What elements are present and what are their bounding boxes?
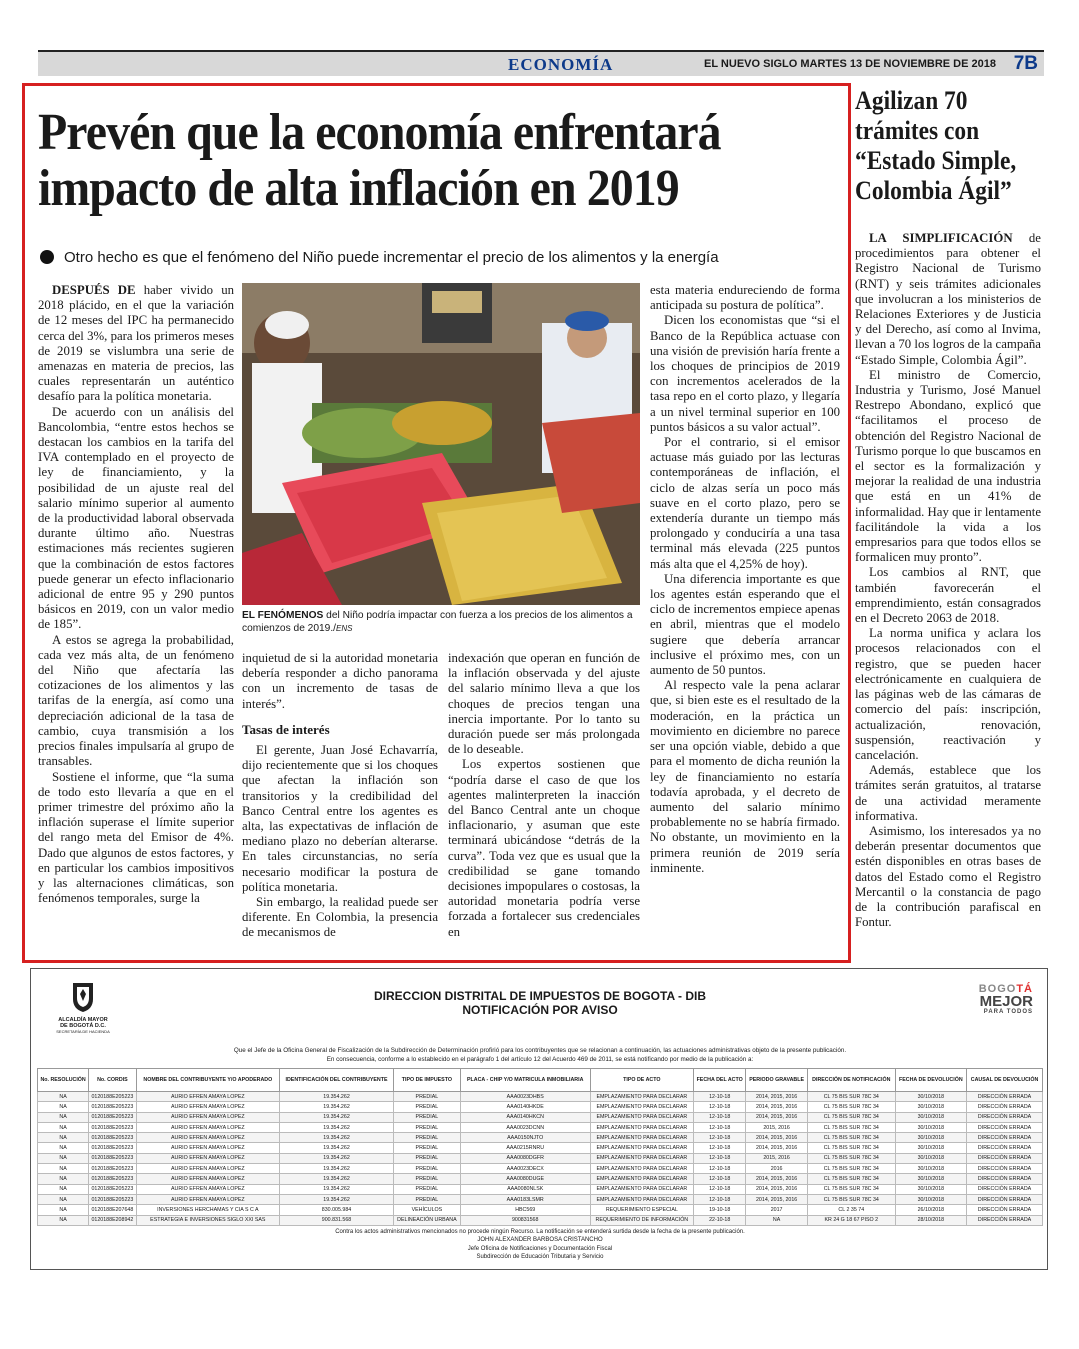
table-cell: 19.354.262 — [280, 1164, 394, 1174]
article-column-1 — [38, 283, 234, 906]
table-cell: 12-10-18 — [694, 1112, 746, 1122]
table-cell: 30/10/2018 — [895, 1102, 966, 1112]
table-cell: PREDIAL — [393, 1184, 460, 1194]
table-cell: AAA0080DUGE — [460, 1174, 590, 1184]
table-cell: VEHÍCULOS — [393, 1205, 460, 1215]
table-cell: HBC569 — [460, 1205, 590, 1215]
table-cell: DIRECCIÓN ERRADA — [967, 1143, 1043, 1153]
table-cell: CL 75 BIS SUR 78C 34 — [807, 1112, 895, 1122]
table-cell: AURIO EFREN AMAYA LOPEZ — [136, 1153, 280, 1163]
table-cell: 2015, 2016 — [746, 1122, 808, 1132]
table-cell: 26/10/2018 — [895, 1205, 966, 1215]
table-cell: DIRECCIÓN ERRADA — [967, 1122, 1043, 1132]
sidebar-headline: Agilizan 70 trámites con “Estado Simple, Colombia Ágil” — [855, 86, 1017, 205]
article-column-3 — [448, 651, 640, 940]
table-cell: 19.354.262 — [280, 1174, 394, 1184]
table-cell: AURIO EFREN AMAYA LOPEZ — [136, 1184, 280, 1194]
paragraph: LA SIMPLIFICACIÓN de procedimientos para obtener el Registro Nacional de Turismo (RNT) y seis trámites adicionales que involucran a los ministerios de Relaciones Exteriores y de Justicia y del Derecho, así como al Invima, llevan a 70 los logros de la campaña “Estado Simple, Colombia Ágil”. — [855, 231, 1041, 367]
table-cell: 0120188E205223 — [89, 1133, 136, 1143]
table-row — [38, 1153, 1043, 1163]
table-cell: DIRECCIÓN ERRADA — [967, 1205, 1043, 1215]
table-cell: CL 75 BIS SUR 78C 34 — [807, 1174, 895, 1184]
table-cell: AAA0023DCNN — [460, 1122, 590, 1132]
table-row — [38, 1205, 1043, 1215]
table-cell: AURIO EFREN AMAYA LOPEZ — [136, 1194, 280, 1204]
lead-in: LA SIMPLIFICACIÓN — [869, 231, 1013, 245]
table-cell: AAA0183LSMR — [460, 1194, 590, 1204]
table-cell: 30/10/2018 — [895, 1194, 966, 1204]
photo-caption — [242, 609, 640, 635]
table-cell: AURIO EFREN AMAYA LOPEZ — [136, 1133, 280, 1143]
table-cell: DIRECCIÓN ERRADA — [967, 1153, 1043, 1163]
table-cell: REQUERIMIENTO DE INFORMACIÓN — [590, 1215, 693, 1225]
table-cell: NA — [38, 1215, 89, 1225]
table-cell: NA — [38, 1143, 89, 1153]
table-cell: 12-10-18 — [694, 1133, 746, 1143]
table-cell: 0120188E205223 — [89, 1092, 136, 1102]
table-cell: AAA0080NLSK — [460, 1184, 590, 1194]
section-title: ECONOMÍA — [508, 55, 614, 74]
table-cell: EMPLAZAMIENTO PARA DECLARAR — [590, 1092, 693, 1102]
article-subhead — [40, 249, 840, 266]
table-cell: 19.354.262 — [280, 1112, 394, 1122]
paragraph: Sostiene el informe, que “la suma de todo esto llevaría a que en el primer trimestre del próximo año la inflación superase el límite superior del rango meta del Emisor de 4%. Dado que algunos de estos factores, y en particular los cambios impositivos y las alternaciones climáticas, son fenómenos temporales, surge la — [38, 769, 234, 906]
table-row — [38, 1194, 1043, 1204]
article-column-4 — [650, 283, 840, 876]
table-cell: 30/10/2018 — [895, 1122, 966, 1132]
table-row — [38, 1174, 1043, 1184]
subhead-text: Otro hecho es que el fenómeno del Niño puede incrementar el precio de los alimentos y la energía — [64, 249, 719, 266]
table-cell: 2014, 2015, 2016 — [746, 1143, 808, 1153]
table-cell: 0120188E205223 — [89, 1112, 136, 1122]
table-cell: EMPLAZAMIENTO PARA DECLARAR — [590, 1194, 693, 1204]
table-cell: 30/10/2018 — [895, 1143, 966, 1153]
table-cell: 30/10/2018 — [895, 1184, 966, 1194]
sidebar-body — [855, 231, 1041, 930]
table-row — [38, 1112, 1043, 1122]
table-cell: NA — [38, 1194, 89, 1204]
table-cell: 0120188E208942 — [89, 1215, 136, 1225]
table-cell: PREDIAL — [393, 1194, 460, 1204]
column-header: TIPO DE ACTO — [590, 1069, 693, 1092]
table-cell: 30/10/2018 — [895, 1153, 966, 1163]
table-cell: 12-10-18 — [694, 1174, 746, 1184]
table-cell: 830.005.984 — [280, 1205, 394, 1215]
market-photo — [242, 283, 640, 605]
table-cell: 19.354.262 — [280, 1153, 394, 1163]
table-cell: CL 75 BIS SUR 78C 34 — [807, 1153, 895, 1163]
bogota-mejor-logo: BOGOTÁ MEJOR PARA TODOS — [978, 983, 1033, 1015]
notice-intro: Que el Jefe de la Oficina General de Fiscalización de la Subdirección de Determinación profirió para los contribuyentes que se relacionan a continuación, las actuaciones administrativas objeto de la presente publicación. En consecuencia, conforme a lo establecido en el parágrafo 1 del artículo 12 del Acuerdo 469 de 2011, se está notificando por medio de la publicación a: — [233, 1047, 847, 1063]
table-cell: NA — [38, 1133, 89, 1143]
table-cell: AAA0080DGFR — [460, 1153, 590, 1163]
table-cell: EMPLAZAMIENTO PARA DECLARAR — [590, 1133, 693, 1143]
column-header: No. RESOLUCIÓN — [38, 1069, 89, 1092]
table-cell: PREDIAL — [393, 1174, 460, 1184]
table-cell: PREDIAL — [393, 1133, 460, 1143]
caption-credit: ENS — [336, 624, 353, 633]
table-cell: 0120188E205223 — [89, 1174, 136, 1184]
section-subtitle: Tasas de interés — [242, 721, 330, 737]
page-number: 7B — [1013, 53, 1038, 74]
paragraph: esta materia endureciendo de forma anticipada su postura de política”. — [650, 283, 840, 313]
table-cell: NA — [38, 1102, 89, 1112]
paragraph: El ministro de Comercio, Industria y Turismo, José Manuel Restrepo Abondano, explicó que “facilitamos el proceso de obtención del Registro Nacional de Turismo porque lo que buscamos en el sector es la formalización y mejorar la realidad de una industria que está en un 41% de informalidad. Hay que ir lentamente facilitándole la vida a los empresarios para que todos ellos se formalicen muy pronto”. — [855, 367, 1041, 565]
table-cell: NA — [38, 1184, 89, 1194]
table-cell: NA — [746, 1215, 808, 1225]
paragraph: Los cambios al RNT, que también favorecerán el emprendimiento, están consagrados en el Decreto 2063 de 2018. — [855, 565, 1041, 626]
table-cell: 2014, 2015, 2016 — [746, 1112, 808, 1122]
caption-text: del Niño podría impactar con fuerza a los precios de los alimentos a comienzos de 2019./ — [242, 610, 633, 634]
table-cell: 30/10/2018 — [895, 1164, 966, 1174]
emblem-line: DE BOGOTÁ D.C. — [60, 1023, 106, 1029]
table-cell: 2014, 2015, 2016 — [746, 1092, 808, 1102]
table-cell: DIRECCIÓN ERRADA — [967, 1112, 1043, 1122]
table-cell: AAA0140HKDE — [460, 1102, 590, 1112]
table-cell: 19.354.262 — [280, 1092, 394, 1102]
table-cell: INVERSIONES HERCHAMAS Y CIA S C A — [136, 1205, 280, 1215]
table-cell: 900.831.568 — [280, 1215, 394, 1225]
table-cell: PREDIAL — [393, 1143, 460, 1153]
table-cell: DIRECCIÓN ERRADA — [967, 1133, 1043, 1143]
caption-lead: EL FENÓMENOS — [242, 610, 324, 621]
table-cell: CL 75 BIS SUR 78C 34 — [807, 1194, 895, 1204]
table-cell: CL 75 BIS SUR 78C 34 — [807, 1102, 895, 1112]
table-cell: 2014, 2015, 2016 — [746, 1174, 808, 1184]
table-cell: 2014, 2015, 2016 — [746, 1133, 808, 1143]
table-cell: 19.354.262 — [280, 1143, 394, 1153]
table-cell: DIRECCIÓN ERRADA — [967, 1164, 1043, 1174]
table-cell: 19.354.262 — [280, 1194, 394, 1204]
table-row — [38, 1164, 1043, 1174]
table-cell: 12-10-18 — [694, 1143, 746, 1153]
table-cell: 12-10-18 — [694, 1102, 746, 1112]
table-cell: 0120188E205223 — [89, 1184, 136, 1194]
table-cell: CL 75 BIS SUR 78C 34 — [807, 1122, 895, 1132]
table-cell: NA — [38, 1122, 89, 1132]
table-cell: 22-10-18 — [694, 1215, 746, 1225]
paragraph: Dicen los economistas que “si el Banco de la República actuase con una visión de previsión haría frente a los choques de principios de 2019 con incrementos acelerados de la tasa repo en el corto plazo, y llegaría a un nivel terminal superior en 100 puntos básicos a su valor actual”. — [650, 313, 840, 434]
column-header: CAUSAL DE DEVOLUCIÓN — [967, 1069, 1043, 1092]
notice-title: DIRECCION DISTRITAL DE IMPUESTOS DE BOGOTA - DIB NOTIFICACIÓN POR AVISO — [373, 989, 706, 1017]
table-cell: NA — [38, 1164, 89, 1174]
column-header: IDENTIFICACIÓN DEL CONTRIBUYENTE — [280, 1069, 394, 1092]
table-row — [38, 1215, 1043, 1225]
paragraph: Además, establece que los trámites serán gratuitos, al tratarse de una actividad meramente informativa. — [855, 763, 1041, 823]
table-cell: AURIO EFREN AMAYA LOPEZ — [136, 1174, 280, 1184]
column-header: DIRECCIÓN DE NOTIFICACIÓN — [807, 1069, 895, 1092]
emblem-line: ALCALDÍA MAYOR — [58, 1017, 108, 1023]
table-cell: CL 75 BIS SUR 78C 34 — [807, 1143, 895, 1153]
paragraph: Asimismo, los interesados ya no deberán presentar documentos que estén disponibles en otras bases de datos del Estado como el Registro Mercantil o la constancia de pago de la contribución parafiscal en Fontur. — [855, 823, 1041, 930]
table-cell: DELINEACIÓN URBANA — [393, 1215, 460, 1225]
bullet-icon — [40, 250, 54, 264]
table-cell: 0120188E205223 — [89, 1164, 136, 1174]
table-cell: DIRECCIÓN ERRADA — [967, 1215, 1043, 1225]
table-cell: NA — [38, 1205, 89, 1215]
table-cell: REQUERIMIENTO ESPECIAL — [590, 1205, 693, 1215]
table-cell: DIRECCIÓN ERRADA — [967, 1194, 1043, 1204]
table-cell: AAA0215RNRU — [460, 1143, 590, 1153]
page-header — [38, 50, 1044, 76]
table-cell: DIRECCIÓN ERRADA — [967, 1184, 1043, 1194]
table-cell: 900831568 — [460, 1215, 590, 1225]
market-stall-image — [242, 283, 640, 605]
table-cell: 30/10/2018 — [895, 1133, 966, 1143]
table-cell: 2014, 2015, 2016 — [746, 1184, 808, 1194]
table-body — [38, 1092, 1043, 1226]
table-cell: CL 2 35 74 — [807, 1205, 895, 1215]
table-cell: NA — [38, 1174, 89, 1184]
table-header-row — [38, 1069, 1043, 1092]
table-cell: 2014, 2015, 2016 — [746, 1194, 808, 1204]
table-cell: AURIO EFREN AMAYA LOPEZ — [136, 1092, 280, 1102]
column-header: FECHA DE DEVOLUCIÓN — [895, 1069, 966, 1092]
sidebar-article — [855, 86, 1045, 930]
table-cell: 0120188E205223 — [89, 1194, 136, 1204]
table-cell: EMPLAZAMIENTO PARA DECLARAR — [590, 1153, 693, 1163]
paragraph: Sin embargo, la realidad puede ser diferente. En Colombia, la presencia de mecanismos de — [242, 895, 438, 940]
table-cell: AURIO EFREN AMAYA LOPEZ — [136, 1102, 280, 1112]
paragraph: De acuerdo con un análisis del Bancolombia, “entre estos hechos se destacan los cambios en la tarifa del IVA contemplado en el proyecto de ley de financiamiento, y la posibilidad de un ajuste real del salario mínimo superior al aumento de la productividad laboral observada durante último año. Nuestras estimaciones más recientes sugieren que la combinación de estos factores puede generar un efecto inflacionario adicional de entre 95 y 290 puntos básicos en 2019, con un valor medio de 185”. — [38, 404, 234, 632]
table-cell: 12-10-18 — [694, 1194, 746, 1204]
table-cell: 2014, 2015, 2016 — [746, 1102, 808, 1112]
paragraph: indexación que operan en función de la inflación observada y del ajuste del salario mínimo lleva a que los choques de precios tengan una inercia importante. Por lo tanto su duración puede ser más prolongada de lo deseable. — [448, 651, 640, 757]
paragraph: DESPUÉS DE haber vivido un 2018 plácido, en el que la variación de 12 meses del IPC ha permanecido cerca del 3%, para los primeros meses de 2019 se vislumbra una serie de amenazas en materia de precios, las cuales representarán un auténtico desafío para la política monetaria. — [38, 283, 234, 404]
table-cell: AAA0150NJTO — [460, 1133, 590, 1143]
table-cell: AURIO EFREN AMAYA LOPEZ — [136, 1143, 280, 1153]
table-cell: AURIO EFREN AMAYA LOPEZ — [136, 1122, 280, 1132]
table-cell: CL 75 BIS SUR 78C 34 — [807, 1184, 895, 1194]
column-header: FECHA DEL ACTO — [694, 1069, 746, 1092]
article-column-2 — [242, 651, 438, 941]
table-cell: KR 24 G 18 67 PISO 2 — [807, 1215, 895, 1225]
table-cell: 12-10-18 — [694, 1184, 746, 1194]
table-cell: EMPLAZAMIENTO PARA DECLARAR — [590, 1174, 693, 1184]
table-cell: EMPLAZAMIENTO PARA DECLARAR — [590, 1112, 693, 1122]
paragraph: Los expertos sostienen que “podría darse el caso de que los agentes malinterpreten la inacción del Banco Central ante un choque inflacionario, y asuman que este terminará ubicándose “detrás de la curva”. Toda vez que es usual que la credibilidad se gane tomando decisiones impopulares o costosas, la autoridad monetaria podría verse forzada a fortalecer sus credenciales en — [448, 757, 640, 939]
table-cell: EMPLAZAMIENTO PARA DECLARAR — [590, 1143, 693, 1153]
dateline: EL NUEVO SIGLO MARTES 13 DE NOVIEMBRE DE 2018 — [704, 58, 996, 70]
table-cell: 28/10/2018 — [895, 1215, 966, 1225]
table-cell: 19-10-18 — [694, 1205, 746, 1215]
table-cell: 0120188E205223 — [89, 1143, 136, 1153]
table-cell: AAA0140HKCN — [460, 1112, 590, 1122]
table-cell: PREDIAL — [393, 1164, 460, 1174]
paragraph: Al respecto vale la pena aclarar que, si bien este es el resultado de la moderación, en la práctica un movimiento en diciembre no parece ser una opción viable, debido a que para el momento de dicha reunión la ley de financiamiento no estaría todavía aprobada, y el decreto de aumento del salario mínimo probablemente no se habría firmado. No obstante, un movimiento en la primera reunión de 2019 sería inminente. — [650, 678, 840, 875]
table-cell: 12-10-18 — [694, 1092, 746, 1102]
table-cell: EMPLAZAMIENTO PARA DECLARAR — [590, 1122, 693, 1132]
table-cell: NA — [38, 1092, 89, 1102]
table-row — [38, 1143, 1043, 1153]
paragraph: Una diferencia importante es que los agentes están esperando que el ciclo de incrementos empiece apenas en abril, mientras que el modelo sugiere que debería arrancar inclusive el próximo mes, con un aumento de 50 puntos. — [650, 571, 840, 678]
table-cell: 19.354.262 — [280, 1184, 394, 1194]
table-cell: EMPLAZAMIENTO PARA DECLARAR — [590, 1164, 693, 1174]
table-cell: 0120188E207648 — [89, 1205, 136, 1215]
table-row — [38, 1122, 1043, 1132]
article-headline: Prevén que la economía enfrentará impacto de alta inflación en 2019 — [38, 104, 721, 217]
table-cell: 2015, 2016 — [746, 1153, 808, 1163]
table-row — [38, 1102, 1043, 1112]
table-cell: 12-10-18 — [694, 1122, 746, 1132]
table-cell: PREDIAL — [393, 1122, 460, 1132]
column-header: TIPO DE IMPUESTO — [393, 1069, 460, 1092]
table-cell: EMPLAZAMIENTO PARA DECLARAR — [590, 1184, 693, 1194]
table-cell: 2016 — [746, 1164, 808, 1174]
table-cell: CL 75 BIS SUR 78C 34 — [807, 1164, 895, 1174]
paragraph: Por el contrario, si el emisor actuase más guiado por las lecturas contemporáneas de inflación, el ciclo de alzas sería un poco más suave en el corto plazo, pero se extendería durante un tiempo más prolongado y conduciría a una tasa terminal más elevada (225 puntos más alta que el 4,25% de hoy). — [650, 435, 840, 571]
table-row — [38, 1133, 1043, 1143]
table-cell: PREDIAL — [393, 1092, 460, 1102]
emblem-line: SECRETARÍA DE HACIENDA — [56, 1029, 110, 1034]
paragraph: inquietud de si la autoridad monetaria debería responder a dicho panorama con un incremento de tasas de interés”. — [242, 651, 438, 711]
table-cell: PREDIAL — [393, 1102, 460, 1112]
table-cell: NA — [38, 1153, 89, 1163]
table-cell: EMPLAZAMIENTO PARA DECLARAR — [590, 1102, 693, 1112]
table-cell: DIRECCIÓN ERRADA — [967, 1102, 1043, 1112]
table-cell: CL 75 BIS SUR 78C 34 — [807, 1133, 895, 1143]
notification-table — [37, 1068, 1043, 1226]
table-cell: AURIO EFREN AMAYA LOPEZ — [136, 1112, 280, 1122]
table-cell: 2017 — [746, 1205, 808, 1215]
column-header: PERIODO GRAVABLE — [746, 1069, 808, 1092]
lead-in: DESPUÉS DE — [52, 283, 136, 297]
table-cell: 12-10-18 — [694, 1153, 746, 1163]
notice-footer: Contra los actos administrativos mencionados no procede ningún Recurso. La notificación se entenderá surtida desde la fecha de la presente publicación. JOHN ALEXANDER BARBOSA CRISTANCHO Jefe Oficina de Notificaciones y Documentación Fiscal Subdirección de Educación Tributaria y Servicio — [335, 1229, 745, 1260]
table-cell: 12-10-18 — [694, 1164, 746, 1174]
table-cell: 30/10/2018 — [895, 1112, 966, 1122]
table-cell: 19.354.262 — [280, 1122, 394, 1132]
table-cell: NA — [38, 1112, 89, 1122]
column-header: NOMBRE DEL CONTRIBUYENTE Y/O APODERADO — [136, 1069, 280, 1092]
column-header: PLACA - CHIP Y/O MATRICULA INMOBILIARIA — [460, 1069, 590, 1092]
table-cell: PREDIAL — [393, 1112, 460, 1122]
table-cell: 0120188E205223 — [89, 1153, 136, 1163]
table-cell: 30/10/2018 — [895, 1174, 966, 1184]
table-cell: PREDIAL — [393, 1153, 460, 1163]
table-cell: 19.354.262 — [280, 1133, 394, 1143]
paragraph: El gerente, Juan José Echavarría, dijo recientemente que si los choques que afectan la inflación son transitorios y la credibilidad del Banco Central entre los agentes es alta, las expectativas de inflación de mediano plazo no deberían alterarse. En tales circunstancias, no sería necesario modificar la postura de política monetaria. — [242, 743, 438, 894]
legal-notice — [30, 968, 1048, 1270]
table-cell: AURIO EFREN AMAYA LOPEZ — [136, 1164, 280, 1174]
table-cell: 30/10/2018 — [895, 1092, 966, 1102]
table-cell: DIRECCIÓN ERRADA — [967, 1092, 1043, 1102]
column-header: No. CORDIS — [89, 1069, 136, 1092]
paragraph: La norma unifica y aclara los procesos relacionados con el registro, que se pueden hacer electrónicamente en cualquiera de las páginas web de las cámaras de comercio del país: inscripción, actualización, renovación, suspensión, reactivación y cancelación. — [855, 626, 1041, 762]
table-row — [38, 1092, 1043, 1102]
table-cell: 0120188E205223 — [89, 1102, 136, 1112]
table-cell: AAA0023DHBS — [460, 1092, 590, 1102]
table-cell: AAA0023DECX — [460, 1164, 590, 1174]
table-cell: ESTRATEGIA E INVERSIONES SIGLO XXI SAS — [136, 1215, 280, 1225]
paragraph: A estos se agrega la probabilidad, cada vez más alta, de un fenómeno del Niño que afectaría las cotizaciones de los alimentos y las tarifas de la energía, así como una depreciación adicional de la tasa de cambio, cuya transmisión a los precios finales impulsaría al grupo de transables. — [38, 632, 234, 769]
table-cell: CL 75 BIS SUR 78C 34 — [807, 1092, 895, 1102]
table-cell: 0120188E205223 — [89, 1122, 136, 1132]
table-cell: DIRECCIÓN ERRADA — [967, 1174, 1043, 1184]
table-cell: 19.354.262 — [280, 1102, 394, 1112]
table-row — [38, 1184, 1043, 1194]
